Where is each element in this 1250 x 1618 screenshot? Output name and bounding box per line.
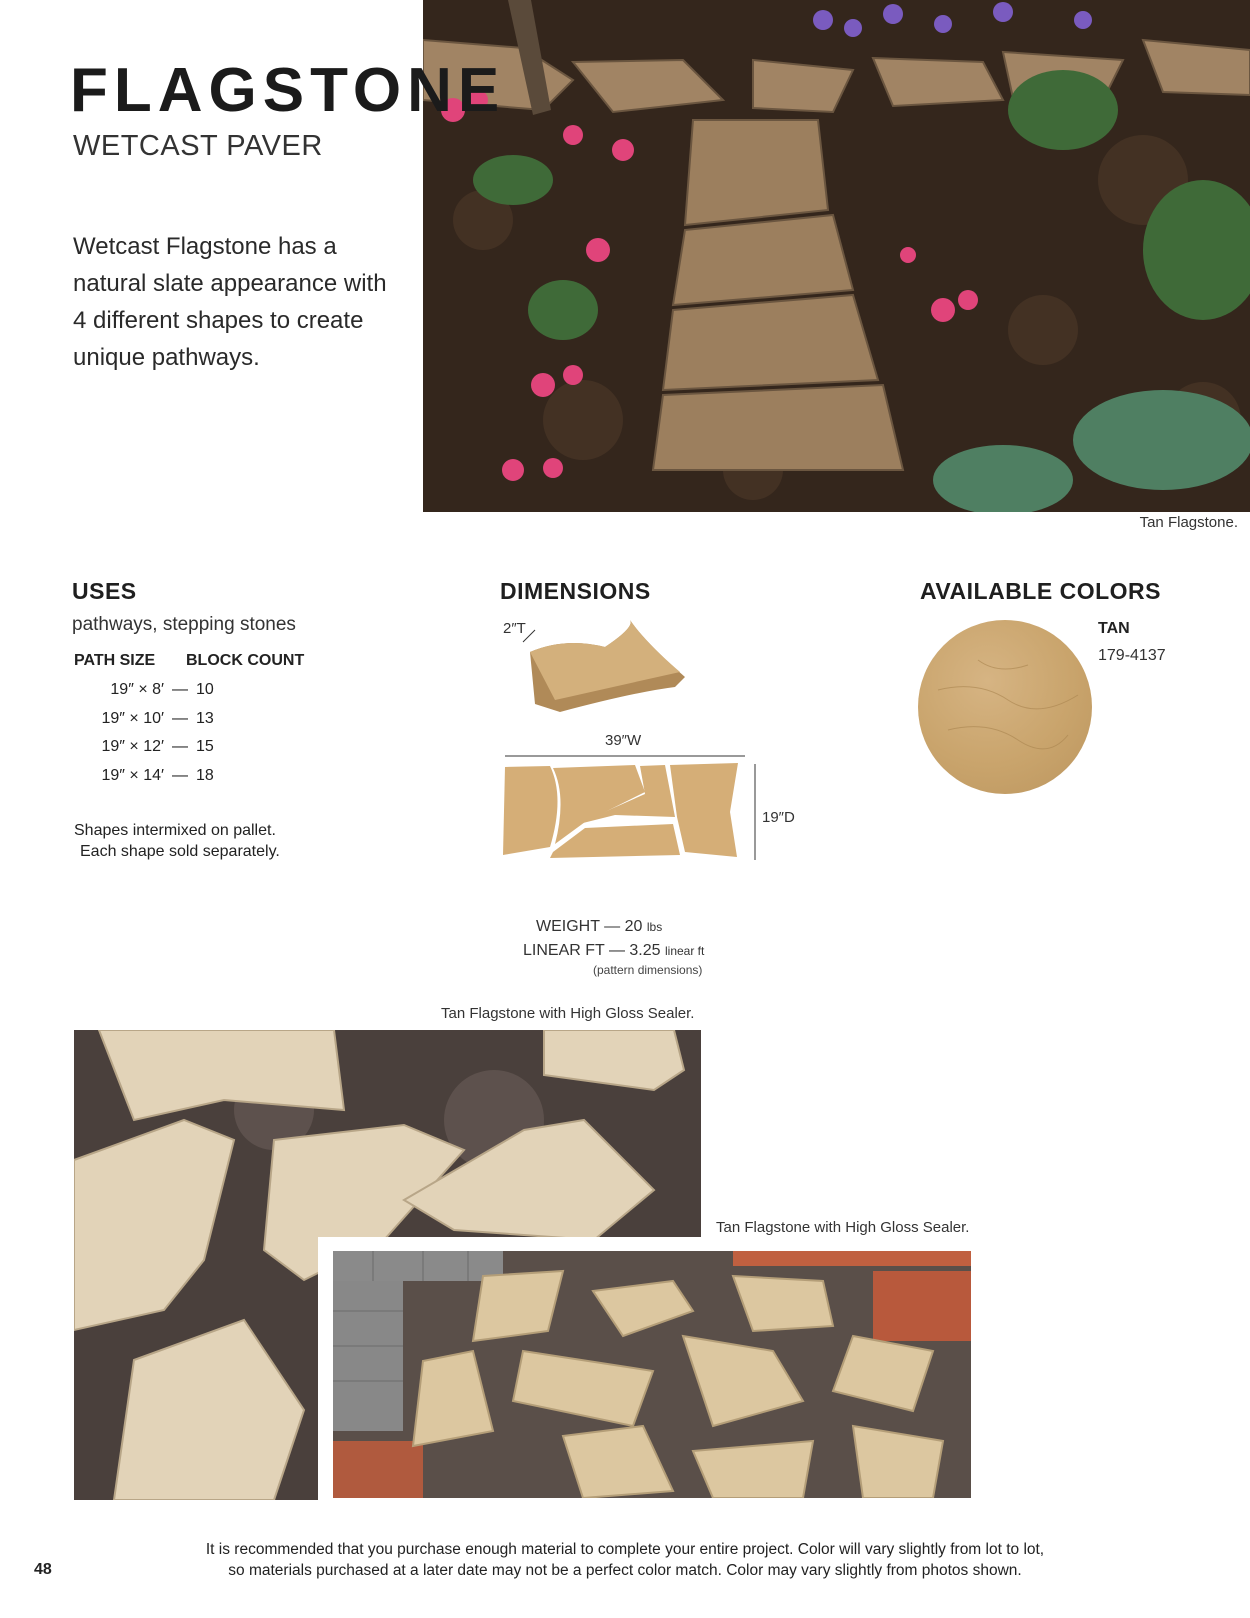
width-label: 39″W xyxy=(605,732,642,749)
weight-unit: lbs xyxy=(646,920,663,934)
single-paver-illustration xyxy=(530,620,685,712)
color-code: 179-4137 xyxy=(1098,647,1166,664)
table-row xyxy=(74,676,304,705)
uses-text: pathways, stepping stones xyxy=(72,614,296,635)
color-swatch-tan xyxy=(918,620,1092,794)
colors-heading: AVAILABLE COLORS xyxy=(920,578,1161,604)
pallet-note xyxy=(74,820,280,862)
linear-value: 3.25 xyxy=(629,942,661,959)
dash: — xyxy=(172,709,188,727)
photo2-caption: Tan Flagstone with High Gloss Sealer. xyxy=(716,1219,970,1236)
dash: — xyxy=(172,766,188,784)
block-count: 10 xyxy=(196,681,214,699)
path-size: 19″ × 12′ xyxy=(101,738,164,756)
path-size-header: PATH SIZE xyxy=(74,652,156,669)
footer-line2: so materials purchased at a later date may not be a perfect color match. Color may vary slightly from photos shown. xyxy=(228,1562,1022,1579)
block-count: 13 xyxy=(196,709,214,727)
footer-line1: It is recommended that you purchase enough material to complete your entire project. Color will vary slightly from lot to lot, xyxy=(205,1541,1045,1558)
dash: — xyxy=(172,681,188,699)
path-size: 19″ × 8′ xyxy=(110,681,164,699)
pallet-note-line2: Each shape sold separately. xyxy=(80,843,280,860)
block-count: 18 xyxy=(196,766,214,784)
intro-text: Wetcast Flagstone has a natural slate appearance with 4 different shapes to create unique pathways. xyxy=(73,233,387,371)
path-size: 19″ × 14′ xyxy=(101,766,164,784)
dash: — xyxy=(172,738,188,756)
footer-disclaimer xyxy=(0,1539,1250,1581)
block-count-header: BLOCK COUNT xyxy=(186,652,305,669)
block-count: 15 xyxy=(196,738,214,756)
dimensions-heading: DIMENSIONS xyxy=(500,578,651,604)
linear-label: LINEAR FT — xyxy=(523,942,625,959)
table-row xyxy=(74,733,304,762)
weight-value: 20 xyxy=(624,918,643,935)
depth-label: 19″D xyxy=(762,809,795,826)
photo1-caption: Tan Flagstone with High Gloss Sealer. xyxy=(441,1005,695,1022)
table-row xyxy=(74,705,304,734)
table-header xyxy=(74,652,304,670)
gravel-flagstone-border-photo xyxy=(333,1251,971,1498)
linear-unit: linear ft xyxy=(665,944,705,958)
uses-heading: USES xyxy=(72,578,137,604)
page-number: 48 xyxy=(34,1561,52,1578)
hero-caption: Tan Flagstone. xyxy=(1139,514,1238,531)
dimensions-diagram xyxy=(495,612,805,912)
weight-spec xyxy=(536,918,662,936)
page-subtitle: WETCAST PAVER xyxy=(73,130,323,162)
pattern-note: (pattern dimensions) xyxy=(593,963,703,977)
color-name: TAN xyxy=(1098,620,1130,637)
weight-label: WEIGHT — xyxy=(536,918,621,935)
block-count-table xyxy=(74,652,304,790)
pallet-note-line1: Shapes intermixed on pallet. xyxy=(74,822,276,839)
table-row xyxy=(74,762,304,791)
path-size: 19″ × 10′ xyxy=(101,709,164,727)
paver-pattern xyxy=(503,763,738,858)
thickness-label: 2″T xyxy=(503,620,526,637)
page-title: FLAGSTONE xyxy=(70,56,506,125)
linear-ft-spec xyxy=(523,942,704,960)
hero-photo xyxy=(423,0,1250,512)
